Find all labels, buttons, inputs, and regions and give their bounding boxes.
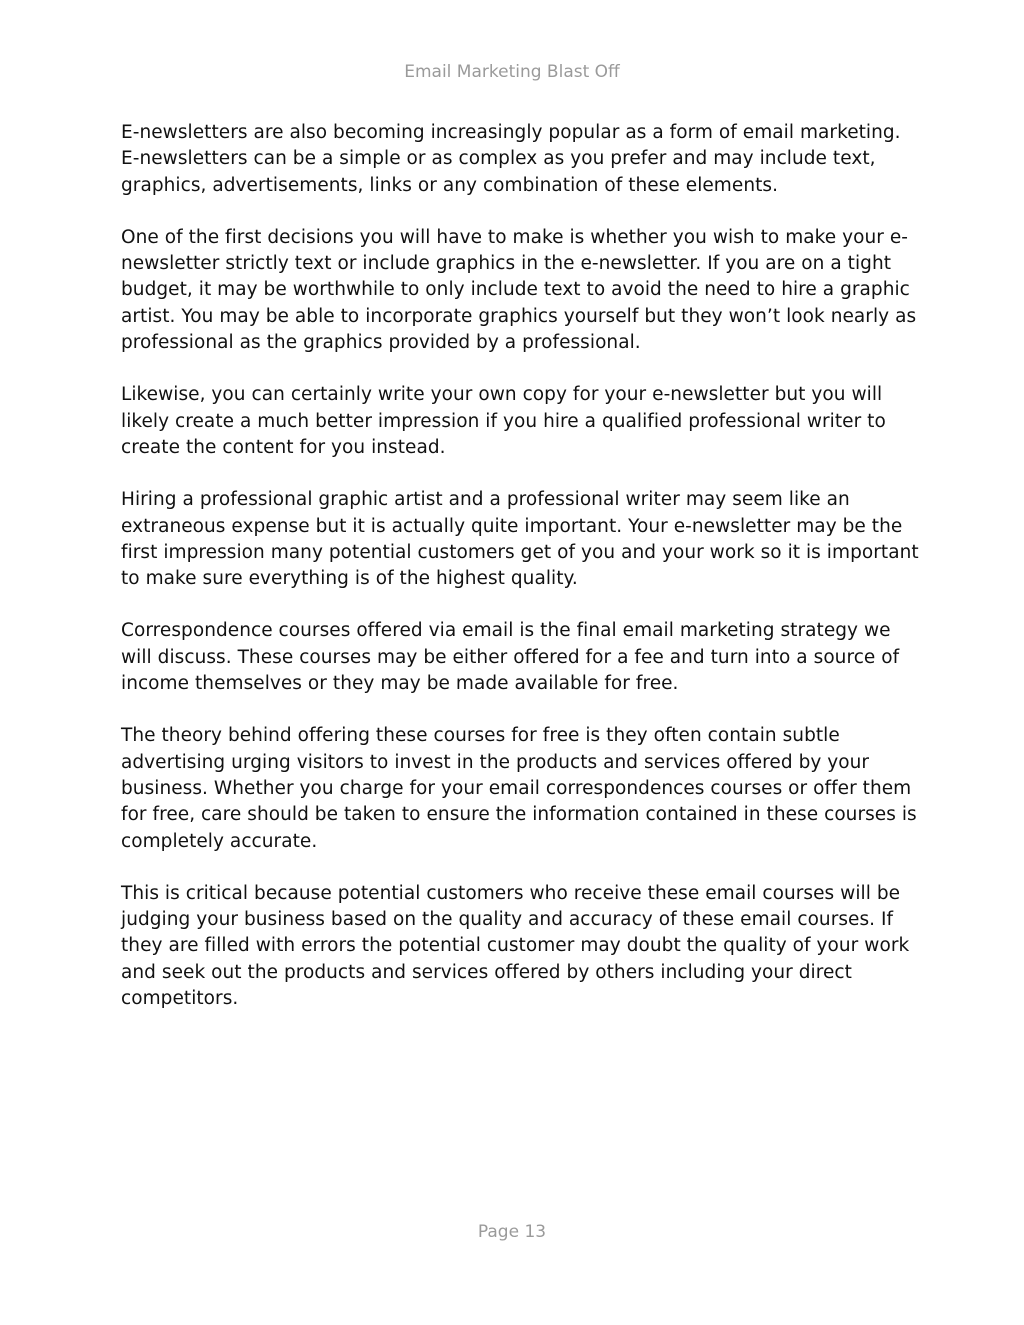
page-number: Page 13 [477, 1222, 547, 1242]
body-paragraph: Correspondence courses offered via email is the final email marketing strategy we will discuss. These courses may be either offered for a fee and turn into a source of income themselves or they may be made available for free. [121, 620, 900, 695]
document-body [121, 120, 921, 1038]
body-paragraph: The theory behind offering these courses for free is they often contain subtle advertising urging visitors to invest in the products and services offered by your business. Whether you charge for your email correspondences courses or offer them for free, care should be taken to ensure the information contained in these courses is completely accurate. [121, 725, 917, 852]
body-paragraph: E-newsletters are also becoming increasingly popular as a form of email marketing. E-newsletters can be a simple or as complex as you prefer and may include text, graphics, advertisements, links or any combination of these elements. [121, 122, 901, 196]
body-paragraph: This is critical because potential customers who receive these email courses will be judging your business based on the quality and accuracy of these email courses. If they are filled with errors the potential customer may doubt the quality of your work and seek out the products and services offered by others including your direct competitors. [121, 882, 910, 1010]
body-paragraph: Likewise, you can certainly write your own copy for your e-newsletter but you will likely create a much better impression if you hire a qualified professional writer to create the content for you instead. [121, 384, 886, 458]
body-paragraph: One of the first decisions you will have to make is whether you wish to make your e-newsletter strictly text or include graphics in the e-newsletter. If you are on a tight budget, it may be worthwhile to only include text to avoid the need to hire a graphic artist. You may be able to incorporate graphics yourself but they won’t look nearly as professional as the graphics provided by a professional. [121, 226, 917, 354]
body-paragraph: Hiring a professional graphic artist and a professional writer may seem like an extraneous expense but it is actually quite important. Your e-newsletter may be the first impression many potential customers get of you and your work so it is important to make sure everything is of the highest quality. [121, 489, 919, 590]
running-header: Email Marketing Blast Off [404, 62, 620, 82]
